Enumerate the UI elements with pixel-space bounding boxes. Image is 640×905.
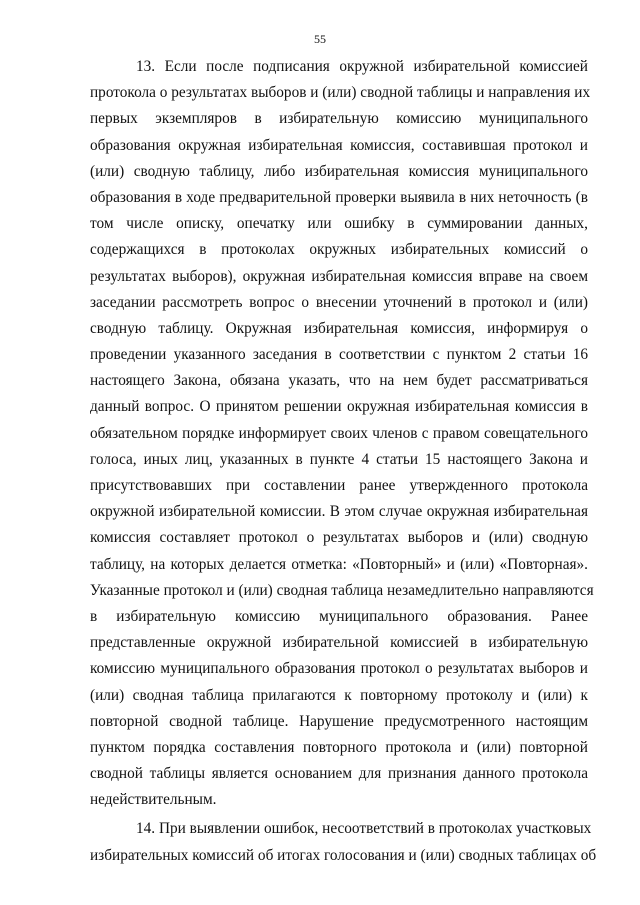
text-line: протокола о результатах выборов и (или) сводной таблицы и направления их — [90, 84, 591, 102]
paragraph-14 — [90, 816, 597, 868]
page-number: 55 — [314, 32, 326, 46]
text-line: 14. При выявлении ошибок, несоответствий в протоколах участковых — [136, 820, 592, 838]
text-line: избирательных комиссий об итогах голосования и (или) сводных таблицах об — [90, 846, 597, 864]
text-line: первых экземпляров в избирательную комиссию муниципального — [90, 110, 588, 128]
text-line: присутствовавших при составлении ранее утвержденного протокола — [90, 477, 588, 494]
text-line: повторной сводной таблице. Нарушение предусмотренного настоящим — [90, 712, 588, 730]
text-line: комиссию муниципального образования протокол о результатах выборов и — [90, 660, 588, 678]
text-line: сводную таблицу. Окружная избирательная комиссия, информируя о — [90, 319, 588, 337]
text-line: том числе описку, опечатку или ошибку в суммировании данных, — [90, 215, 588, 233]
text-line: пунктом порядка составления повторного протокола и (или) повторной — [90, 738, 588, 756]
text-line: (или) сводная таблица прилагаются к повторному протоколу и (или) к — [90, 686, 588, 704]
text-line: образования окружная избирательная комиссия, составившая протокол и — [90, 136, 588, 154]
text-line: обязательном порядке информирует своих членов с правом совещательного — [90, 424, 588, 442]
text-line: окружной избирательной комиссии. В этом случае окружная избирательная — [90, 503, 588, 521]
paragraph-13 — [90, 54, 594, 813]
text-line: результатах выборов), окружная избирательная комиссия вправе на своем — [90, 267, 588, 285]
text-line: заседании рассмотреть вопрос о внесении уточнений в протокол и (или) — [90, 293, 588, 311]
text-line: настоящего Закона, обязана указать, что на нем будет рассматриваться — [90, 372, 588, 390]
text-line: таблицу, на которых делается отметка: «Повторный» и (или) «Повторная». — [90, 555, 588, 573]
document-body — [90, 54, 597, 869]
text-line: голоса, иных лиц, указанных в пункте 4 статьи 15 настоящего Закона и — [90, 450, 588, 468]
text-line: образования в ходе предварительной проверки выявила в них неточность (в — [90, 188, 588, 206]
text-line: данный вопрос. О принятом решении окружная избирательная комиссия в — [90, 398, 588, 416]
text-line: 13. Если после подписания окружной избирательной комиссией — [136, 58, 588, 75]
text-line: Указанные протокол и (или) сводная таблица незамедлительно направляются — [90, 581, 594, 599]
text-line: (или) сводную таблицу, либо избирательная комиссия муниципального — [90, 162, 588, 180]
text-line: содержащихся в протоколах окружных избирательных комиссий о — [90, 241, 588, 259]
text-line: комиссия составляет протокол о результатах выборов и (или) сводную — [90, 529, 588, 547]
text-line: сводной таблицы является основанием для признания данного протокола — [90, 765, 588, 783]
text-line: проведении указанного заседания в соответствии с пунктом 2 статьи 16 — [90, 346, 588, 364]
text-line: недействительным. — [90, 791, 217, 809]
text-line: в избирательную комиссию муниципального образования. Ранее — [90, 607, 588, 625]
text-line: представленные окружной избирательной комиссией в избирательную — [90, 634, 588, 652]
